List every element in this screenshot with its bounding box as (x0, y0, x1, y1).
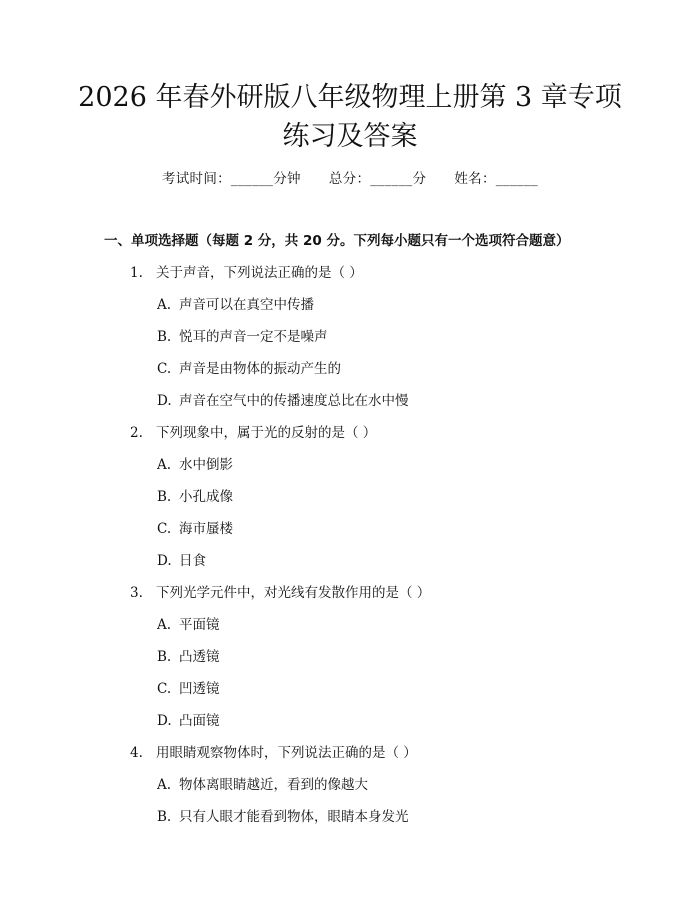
question-3 (130, 581, 430, 601)
question-2-option-b (157, 485, 233, 505)
question-stem: 关于声音，下列说法正确的是（ ） (156, 265, 363, 281)
total-score-field: 总分：______分 (328, 171, 427, 187)
question-3-option-d (157, 709, 220, 729)
option-letter: B. (157, 489, 172, 505)
option-text: 只有人眼才能看到物体，眼睛本身发光 (179, 809, 409, 825)
question-stem: 下列现象中，属于光的反射的是（ ） (156, 425, 377, 441)
option-text: 日食 (179, 553, 206, 569)
exam-info (0, 167, 700, 187)
option-letter: A. (157, 777, 172, 793)
option-letter: C. (157, 681, 172, 697)
option-text: 凹透镜 (179, 681, 220, 697)
option-letter: D. (157, 713, 172, 729)
option-text: 水中倒影 (179, 457, 233, 473)
name-field: 姓名：______ (454, 171, 539, 187)
option-letter: D. (157, 553, 172, 569)
question-number: 2. (130, 425, 143, 441)
question-3-option-b (157, 645, 220, 665)
option-text: 声音是由物体的振动产生的 (179, 361, 341, 377)
exam-time-field: 考试时间：______分钟 (161, 171, 301, 187)
option-text: 海市蜃楼 (179, 521, 233, 537)
option-text: 悦耳的声音一定不是噪声 (179, 329, 328, 345)
question-2-option-d (157, 549, 206, 569)
question-stem: 用眼睛观察物体时，下列说法正确的是（ ） (156, 745, 417, 761)
question-3-option-c (157, 677, 220, 697)
option-letter: D. (157, 393, 172, 409)
question-1 (130, 261, 363, 281)
question-1-option-d (157, 389, 409, 409)
question-4-option-a (157, 773, 368, 793)
option-text: 声音可以在真空中传播 (179, 297, 314, 313)
option-letter: B. (157, 649, 172, 665)
option-letter: A. (157, 457, 172, 473)
option-letter: C. (157, 361, 172, 377)
question-number: 4. (130, 745, 143, 761)
option-letter: C. (157, 521, 172, 537)
option-text: 声音在空气中的传播速度总比在水中慢 (179, 393, 409, 409)
option-text: 小孔成像 (179, 489, 233, 505)
option-text: 物体离眼睛越近，看到的像越大 (179, 777, 368, 793)
option-letter: A. (157, 297, 172, 313)
question-2-option-c (157, 517, 233, 537)
option-letter: B. (157, 809, 172, 825)
question-3-option-a (157, 613, 220, 633)
question-1-option-b (157, 325, 328, 345)
question-stem: 下列光学元件中，对光线有发散作用的是（ ） (156, 585, 431, 601)
section-heading: 一、单项选择题（每题 2 分，共 20 分。下列每小题只有一个选项符合题意） (104, 233, 570, 249)
option-text: 凸面镜 (179, 713, 220, 729)
option-text: 凸透镜 (179, 649, 220, 665)
option-letter: B. (157, 329, 172, 345)
question-4-option-b (157, 805, 409, 825)
option-text: 平面镜 (179, 617, 220, 633)
document-title-line-1: 2026 年春外研版八年级物理上册第 3 章专项 (78, 82, 622, 113)
question-number: 1. (130, 265, 143, 281)
question-1-option-c (157, 357, 341, 377)
document-title-line-2: 练习及答案 (282, 121, 418, 152)
question-1-option-a (157, 293, 314, 313)
question-2-option-a (157, 453, 233, 473)
question-4 (130, 741, 417, 761)
question-number: 3. (130, 585, 143, 601)
question-2 (130, 421, 376, 441)
option-letter: A. (157, 617, 172, 633)
